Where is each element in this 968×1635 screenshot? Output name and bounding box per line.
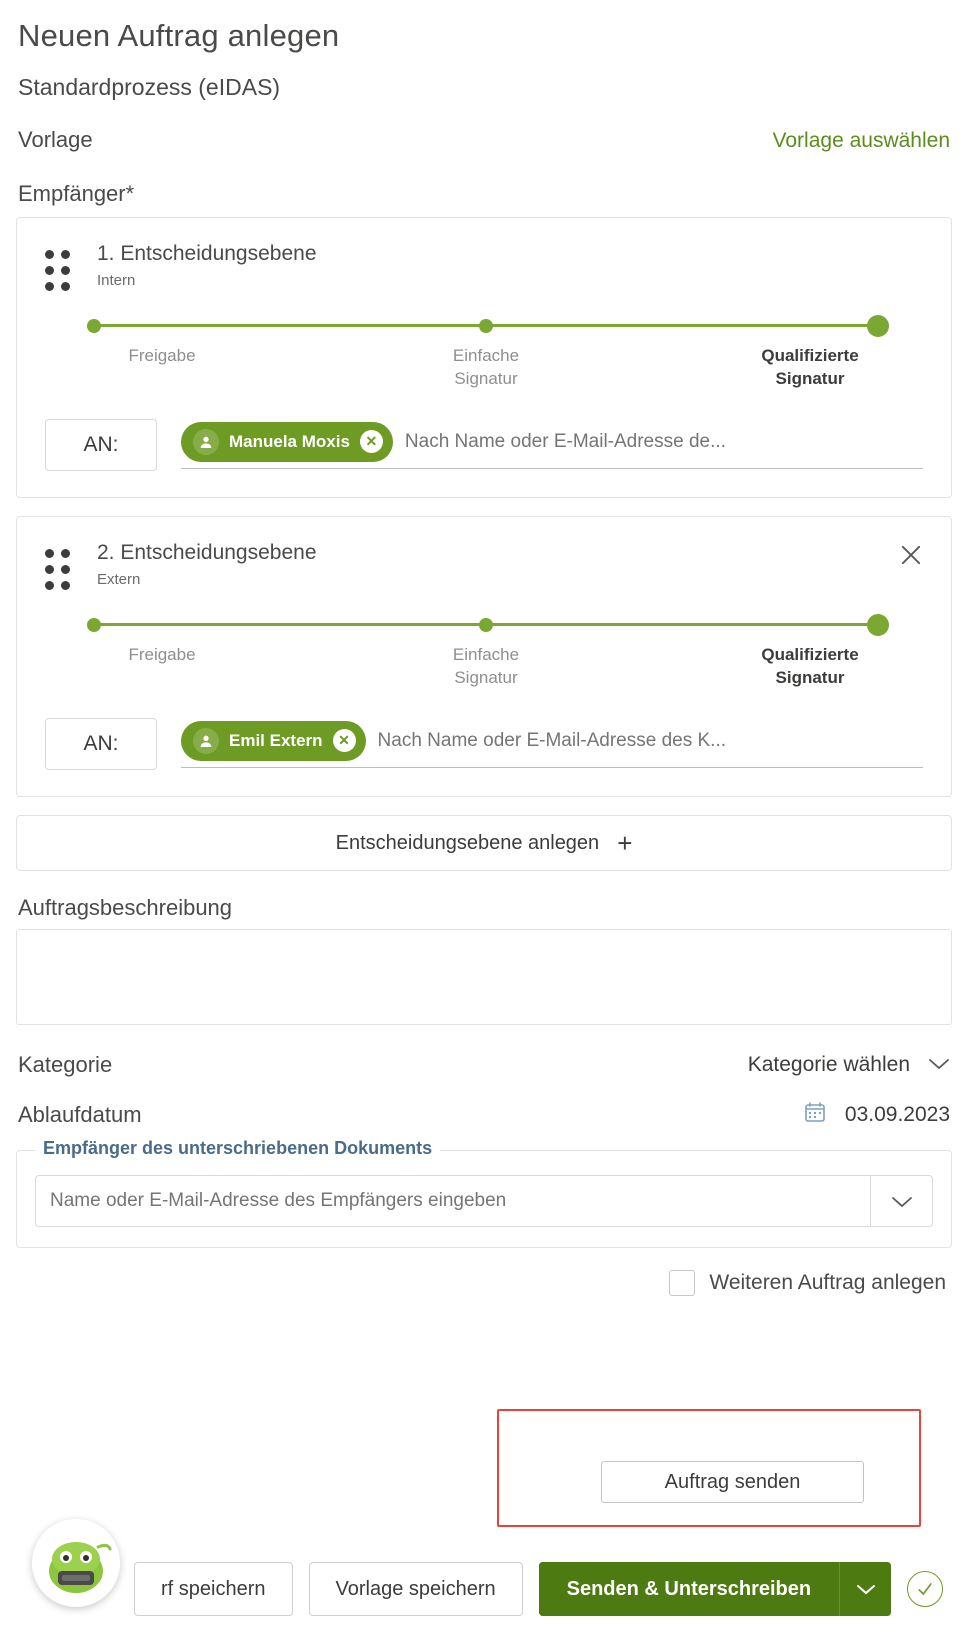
template-row bbox=[16, 127, 952, 153]
slider-tick-1-2-line2: Signatur bbox=[454, 369, 518, 389]
drag-handle-icon[interactable] bbox=[45, 250, 79, 284]
slider-tick-2-2-line1: Einfache bbox=[452, 645, 520, 665]
slider-dot-einfache-2[interactable] bbox=[479, 618, 493, 632]
slider-ticks-2 bbox=[87, 644, 885, 690]
recipient-chip-1[interactable] bbox=[181, 422, 393, 462]
signature-level-slider-1[interactable] bbox=[45, 319, 923, 391]
chevron-down-icon[interactable] bbox=[870, 1176, 932, 1226]
slider-dot-qualifizierte-2[interactable] bbox=[867, 614, 889, 636]
calendar-icon[interactable] bbox=[803, 1100, 827, 1130]
decision-level-title-1: 1. Entscheidungsebene bbox=[97, 242, 317, 265]
recipient-input-row-1 bbox=[45, 419, 923, 471]
slider-dot-freigabe-1[interactable] bbox=[87, 319, 101, 333]
slider-tick-2-2 bbox=[411, 644, 561, 690]
another-order-row bbox=[16, 1270, 952, 1296]
footer-actions bbox=[0, 1543, 968, 1635]
decision-level-header-2 bbox=[45, 541, 923, 588]
drag-handle-icon[interactable] bbox=[45, 549, 79, 583]
slider-tick-1-2-line1: Einfache bbox=[452, 346, 520, 366]
slider-track-1 bbox=[87, 319, 885, 333]
signature-level-slider-2[interactable] bbox=[45, 618, 923, 690]
expiry-date-value: 03.09.2023 bbox=[844, 1103, 950, 1127]
slider-track-2 bbox=[87, 618, 885, 632]
menu-item-auftrag-senden[interactable]: Auftrag senden bbox=[601, 1461, 864, 1503]
decision-level-title-2: 2. Entscheidungsebene bbox=[97, 541, 317, 565]
recipient-chip-label-1: Manuela Moxis bbox=[229, 431, 350, 451]
signed-doc-recipient-legend: Empfänger des unterschriebenen Dokuments bbox=[35, 1138, 440, 1159]
plus-icon: + bbox=[617, 828, 633, 859]
slider-tick-1-3-line2: Signatur bbox=[775, 369, 845, 389]
decision-level-scope-1: Intern bbox=[97, 272, 136, 290]
recipient-input-row-2 bbox=[45, 718, 923, 770]
slider-tick-2-3-line1: Qualifizierte bbox=[761, 645, 859, 665]
signed-doc-recipient-select[interactable] bbox=[35, 1175, 933, 1227]
slider-tick-2-2-line2: Signatur bbox=[454, 668, 518, 688]
slider-tick-1-1: Freigabe bbox=[128, 346, 196, 366]
category-label: Kategorie bbox=[18, 1052, 113, 1078]
another-order-label: Weiteren Auftrag anlegen bbox=[709, 1271, 946, 1295]
description-textarea[interactable] bbox=[16, 929, 952, 1025]
remove-chip-icon-1[interactable]: ✕ bbox=[360, 430, 383, 453]
save-template-button[interactable]: Vorlage speichern bbox=[309, 1562, 523, 1616]
send-and-sign-split-button[interactable] bbox=[539, 1562, 892, 1616]
recipients-label: Empfänger* bbox=[18, 181, 135, 206]
recipient-field-1[interactable] bbox=[181, 422, 923, 469]
chevron-down-icon bbox=[928, 1053, 950, 1077]
description-label: Auftragsbeschreibung bbox=[18, 895, 233, 921]
recipient-chip-2[interactable] bbox=[181, 721, 366, 761]
recipient-search-input-2[interactable] bbox=[376, 729, 923, 753]
slider-tick-1-3-line1: Qualifizierte bbox=[761, 346, 859, 366]
recipient-field-2[interactable] bbox=[181, 721, 923, 768]
slider-tick-1-3 bbox=[735, 345, 885, 391]
slider-dot-qualifizierte-1[interactable] bbox=[867, 315, 889, 337]
recipient-chip-label-2: Emil Extern bbox=[229, 730, 323, 750]
save-draft-button[interactable]: rf speichern bbox=[134, 1562, 293, 1616]
expiry-label: Ablaufdatum bbox=[18, 1102, 142, 1128]
page-title: Neuen Auftrag anlegen bbox=[18, 18, 340, 53]
category-select[interactable] bbox=[748, 1053, 950, 1077]
slider-tick-2-1: Freigabe bbox=[128, 645, 196, 665]
slider-dot-freigabe-2[interactable] bbox=[87, 618, 101, 632]
add-decision-level-label: Entscheidungsebene anlegen bbox=[335, 831, 600, 854]
category-value: Kategorie wählen bbox=[747, 1053, 910, 1077]
person-icon bbox=[193, 728, 219, 754]
check-circle-icon[interactable] bbox=[907, 1571, 943, 1607]
slider-ticks-1 bbox=[87, 345, 885, 391]
slider-dot-einfache-1[interactable] bbox=[479, 319, 493, 333]
remove-chip-icon-2[interactable]: ✕ bbox=[333, 729, 356, 752]
template-label: Vorlage bbox=[18, 127, 93, 152]
send-and-sign-button[interactable]: Senden & Unterschreiben bbox=[539, 1562, 840, 1616]
assistant-avatar[interactable] bbox=[32, 1519, 120, 1607]
expiry-value-group[interactable] bbox=[803, 1100, 950, 1130]
category-row bbox=[16, 1052, 952, 1078]
signed-doc-recipient-fieldset bbox=[16, 1138, 952, 1248]
recipient-to-label-1: AN: bbox=[45, 419, 157, 471]
close-icon[interactable] bbox=[897, 541, 925, 569]
decision-level-scope-2: Extern bbox=[97, 571, 141, 589]
person-icon bbox=[193, 429, 219, 455]
slider-tick-2-3-line2: Signatur bbox=[775, 668, 845, 688]
recipient-search-input-1[interactable] bbox=[403, 430, 923, 454]
slider-tick-1-2 bbox=[411, 345, 561, 391]
signed-doc-recipient-input[interactable] bbox=[36, 1190, 870, 1212]
another-order-checkbox[interactable] bbox=[669, 1270, 695, 1296]
decision-level-card-1 bbox=[16, 217, 952, 498]
process-subtitle: Standardprozess (eIDAS) bbox=[18, 74, 281, 100]
choose-template-link[interactable]: Vorlage auswählen bbox=[772, 129, 950, 152]
decision-level-header-1 bbox=[45, 242, 923, 289]
chevron-down-icon[interactable] bbox=[839, 1562, 891, 1616]
slider-tick-2-3 bbox=[735, 644, 885, 690]
recipient-to-label-2: AN: bbox=[45, 718, 157, 770]
expiry-row bbox=[16, 1100, 952, 1130]
add-decision-level-button[interactable] bbox=[16, 815, 952, 871]
decision-level-card-2 bbox=[16, 516, 952, 797]
